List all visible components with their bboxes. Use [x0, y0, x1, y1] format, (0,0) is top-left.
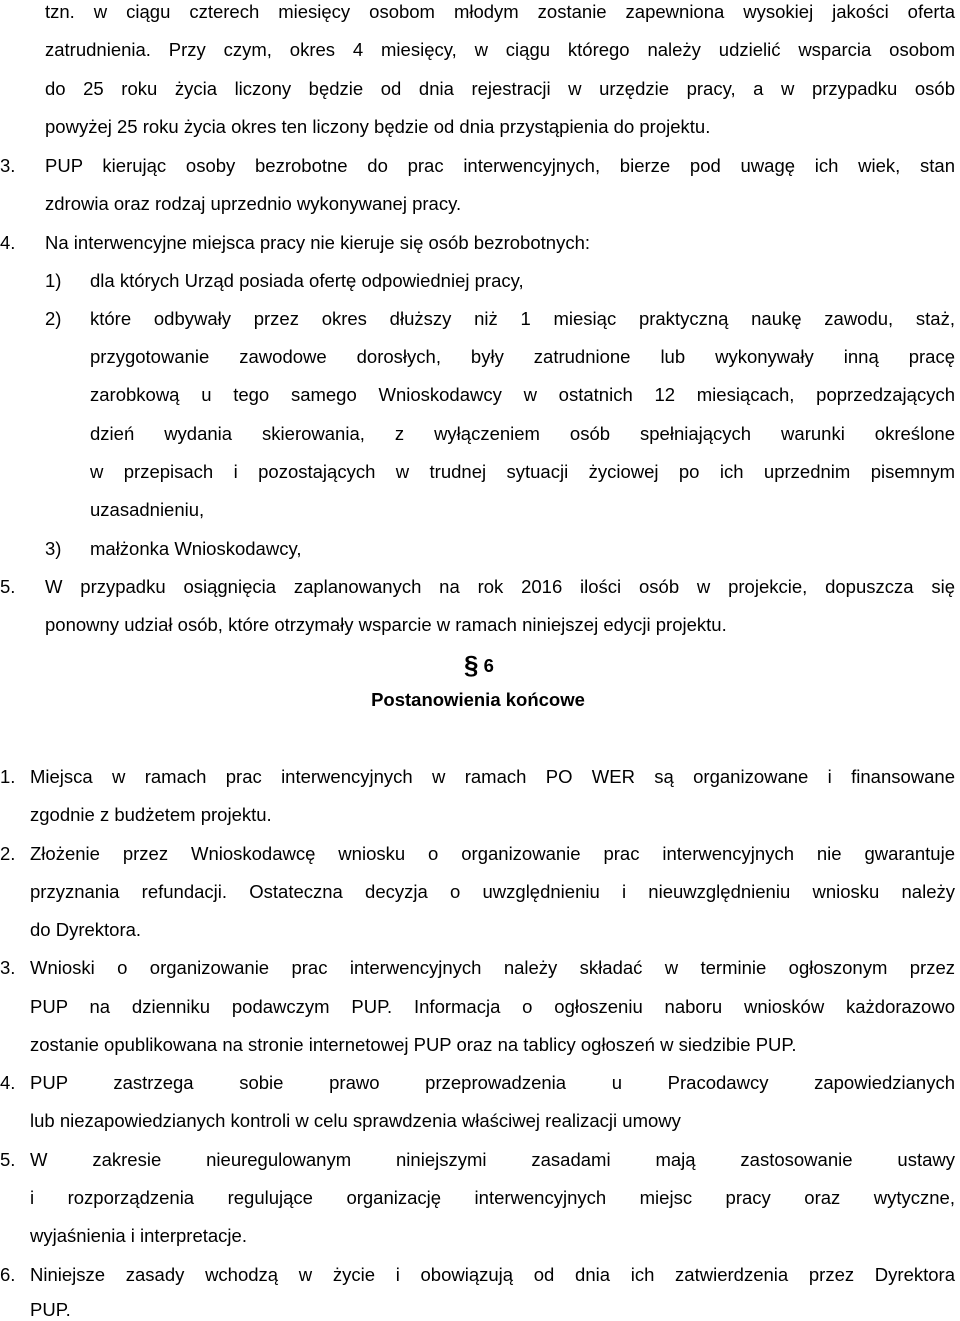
subitem-number: 3) [45, 538, 62, 559]
item-line: ponowny udział osób, które otrzymały wsparcie w ramach niniejszej edycji projektu. [45, 614, 727, 635]
final-item-line: PUP zastrzega sobie prawo przeprowadzenia u Pracodawcy zapowiedzianych [30, 1072, 955, 1093]
item-number: 3. [0, 155, 16, 176]
final-item-number: 5. [0, 1149, 16, 1170]
item-number: 4. [0, 232, 16, 253]
subitem-line: przygotowanie zawodowe dorosłych, były zatrudnione lub wykonywały inną pracę [90, 346, 955, 367]
final-item-number: 1. [0, 766, 16, 787]
subitem-line: uzasadnieniu, [90, 499, 205, 520]
final-item-line: zostanie opublikowana na stronie internetowej PUP oraz na tablicy ogłoszeń w siedzibie PUP. [30, 1034, 797, 1055]
item-number: 5. [0, 576, 16, 597]
paragraph-line: tzn. w ciągu czterech miesięcy osobom młodym zostanie zapewniona wysokiej jakości oferta [45, 1, 955, 22]
item-line: PUP kierując osoby bezrobotne do prac interwencyjnych, bierze pod uwagę ich wiek, stan [45, 155, 955, 176]
final-item-line: przyznania refundacji. Ostateczna decyzja o uwzględnieniu i nieuwzględnieniu wniosku należy [30, 881, 955, 902]
subitem-number: 1) [45, 270, 62, 291]
section-symbol: § [464, 650, 479, 680]
paragraph-line: powyżej 25 roku życia okres ten liczony będzie od dnia przystąpienia do projektu. [45, 116, 711, 137]
final-item-number: 2. [0, 843, 16, 864]
final-item-line: Miejsca w ramach prac interwencyjnych w ramach PO WER są organizowane i finansowane [30, 766, 955, 787]
final-item-number: 6. [0, 1264, 16, 1285]
subitem-line: dla których Urząd posiada ofertę odpowiedniej pracy, [90, 270, 524, 291]
item-line: zdrowia oraz rodzaj uprzednio wykonywanej pracy. [45, 193, 462, 214]
subitem-line: które odbywały przez okres dłuższy niż 1 miesiąc praktyczną naukę zawodu, staż, [90, 308, 955, 329]
final-item-line: zgodnie z budżetem projektu. [30, 804, 272, 825]
final-item-number: 4. [0, 1072, 16, 1093]
subitem-line: małżonka Wnioskodawcy, [90, 538, 302, 559]
subitem-line: dzień wydania skierowania, z wyłączeniem osób spełniających warunki określone [90, 423, 955, 444]
final-item-line: PUP na dzienniku podawczym PUP. Informacja o ogłoszeniu naboru wniosków każdorazowo [30, 996, 955, 1017]
final-item-line: W zakresie nieuregulowanym niniejszymi zasadami mają zastosowanie ustawy [30, 1149, 955, 1170]
subitem-line: w przepisach i pozostających w trudnej sytuacji życiowej po ich uprzednim pisemnym [90, 461, 955, 482]
final-item-number: 3. [0, 957, 16, 978]
section-number-value: 6 [483, 655, 494, 676]
subitem-number: 2) [45, 308, 62, 329]
item-line: W przypadku osiągnięcia zaplanowanych na rok 2016 ilości osób w projekcie, dopuszcza się [45, 576, 955, 597]
final-item-line: Niniejsze zasady wchodzą w życie i obowiązują od dnia ich zatwierdzenia przez Dyrektora [30, 1264, 955, 1285]
final-item-line: i rozporządzenia regulujące organizację interwencyjnych miejsc pracy oraz wytyczne, [30, 1187, 955, 1208]
subitem-line: zarobkową u tego samego Wnioskodawcy w ostatnich 12 miesiącach, poprzedzających [90, 384, 955, 405]
paragraph-line: do 25 roku życia liczony będzie od dnia rejestracji w urzędzie pracy, a w przypadku osób [45, 78, 955, 99]
final-item-line: PUP. [30, 1299, 71, 1320]
section-title: Postanowienia końcowe [371, 689, 585, 710]
section-number [0, 650, 959, 680]
final-item-line: Złożenie przez Wnioskodawcę wniosku o organizowanie prac interwencyjnych nie gwarantuje [30, 843, 955, 864]
final-item-line: lub niezapowiedzianych kontroli w celu sprawdzenia właściwej realizacji umowy [30, 1110, 681, 1131]
final-item-line: Wnioski o organizowanie prac interwencyjnych należy składać w terminie ogłoszonym przez [30, 957, 955, 978]
final-item-line: wyjaśnienia i interpretacje. [30, 1225, 247, 1246]
paragraph-line: zatrudnienia. Przy czym, okres 4 miesięcy, w ciągu którego należy udzielić wsparcia osobom [45, 39, 955, 60]
final-item-line: do Dyrektora. [30, 919, 142, 940]
item-line: Na interwencyjne miejsca pracy nie kieruje się osób bezrobotnych: [45, 232, 590, 253]
